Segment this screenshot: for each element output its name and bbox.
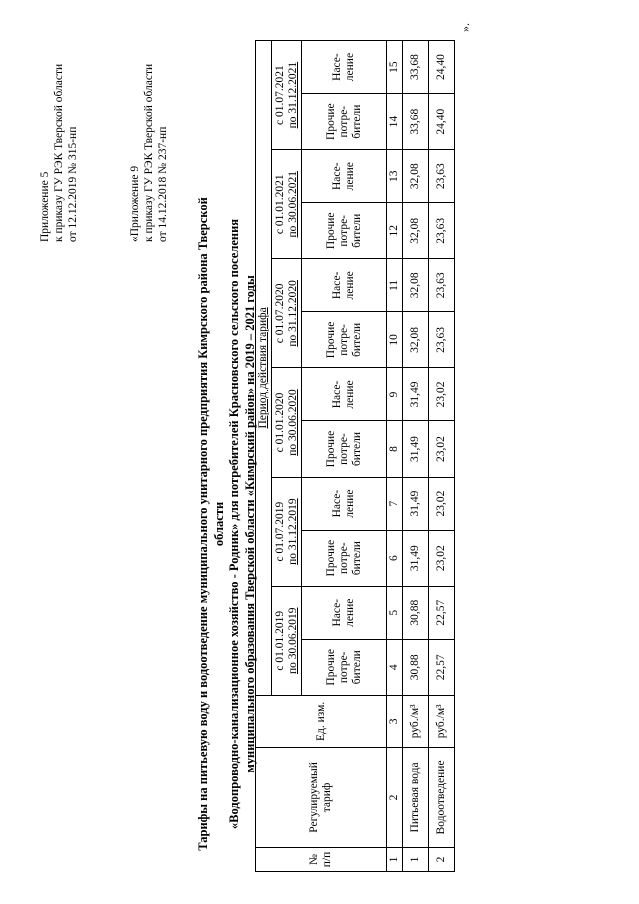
tariff-value: 22,57 [429, 639, 455, 695]
header-population: Насе-ление [302, 477, 387, 530]
table-row [403, 41, 429, 872]
column-number: 3 [387, 695, 403, 747]
tariff-value: 31,49 [403, 477, 429, 530]
header-other-consumers: Прочие потре-бители [302, 421, 387, 477]
tariff-value: 32,08 [403, 259, 429, 312]
unit-cell: руб./м³ [429, 695, 455, 747]
header-population: Насе-ление [302, 586, 387, 639]
tariff-value: 33,68 [403, 94, 429, 150]
column-number: 13 [387, 150, 403, 203]
closing-quote: ». [458, 23, 472, 32]
row-number: 1 [403, 847, 429, 871]
tariff-value: 23,02 [429, 368, 455, 421]
period-header [272, 259, 302, 368]
appendix-header-old [128, 12, 170, 242]
period-from: с 01.07.2021 [273, 65, 286, 125]
period-from: с 01.01.2021 [273, 174, 286, 235]
column-number: 10 [387, 312, 403, 368]
tariff-value: 24,40 [429, 94, 455, 150]
period-header [272, 150, 302, 259]
tariff-value: 23,63 [429, 150, 455, 203]
tariff-value: 23,63 [429, 312, 455, 368]
appendix-header-line: от 12.12.2019 № 315-нп [67, 126, 79, 242]
header-other-consumers: Прочие потре-бители [302, 312, 387, 368]
period-from: с 01.01.2019 [273, 610, 286, 671]
tariff-value: 23,02 [429, 421, 455, 477]
column-number: 6 [387, 530, 403, 586]
period-to: по 30.06.2019 [286, 607, 299, 675]
tariff-value: 22,57 [429, 586, 455, 639]
period-to: по 31.12.2019 [286, 498, 299, 565]
period-to: по 30.06.2020 [286, 389, 299, 456]
header-tariff: Регулируемый тариф [256, 747, 387, 847]
appendix-header-line: к приказу ГУ РЭК Тверской области [53, 63, 65, 242]
column-number: 15 [387, 41, 403, 94]
header-other-consumers: Прочие потре-бители [302, 94, 387, 150]
column-number: 2 [387, 747, 403, 847]
tariff-value: 32,08 [403, 312, 429, 368]
column-number: 14 [387, 94, 403, 150]
unit-cell: руб./м³ [403, 695, 429, 747]
tariff-value: 31,49 [403, 530, 429, 586]
period-header [272, 586, 302, 695]
period-header [272, 368, 302, 477]
tariff-value: 30,88 [403, 639, 429, 695]
period-header [272, 41, 302, 150]
column-number: 8 [387, 421, 403, 477]
column-number: 4 [387, 639, 403, 695]
row-number: 2 [429, 847, 455, 871]
column-number: 5 [387, 586, 403, 639]
tariff-table [255, 40, 455, 872]
table-row [429, 41, 455, 872]
column-number: 9 [387, 368, 403, 421]
period-to: по 30.06.2021 [286, 170, 299, 238]
tariff-value: 24,40 [429, 41, 455, 94]
tariff-value: 30,88 [403, 586, 429, 639]
period-to: по 31.12.2021 [286, 61, 299, 129]
tariff-value: 32,08 [403, 203, 429, 259]
header-period: Период действия тарифа [256, 41, 272, 696]
tariff-value: 23,63 [429, 259, 455, 312]
header-population: Насе-ление [302, 41, 387, 94]
header-population: Насе-ление [302, 150, 387, 203]
title-line: «Водопроводно-канализационное хозяйство - Родник» для потребителей Красновского сельского поселения [227, 218, 241, 830]
period-from: с 01.07.2019 [273, 501, 286, 562]
header-population: Насе-ление [302, 368, 387, 421]
tariff-value: 23,63 [429, 203, 455, 259]
column-number: 12 [387, 203, 403, 259]
tariff-value: 31,49 [403, 368, 429, 421]
column-number: 7 [387, 477, 403, 530]
column-number: 11 [387, 259, 403, 312]
document-title [196, 174, 258, 874]
header-unit: Ед. изм. [256, 695, 387, 747]
appendix-header-line: к приказу ГУ РЭК Тверской области [143, 63, 155, 242]
header-other-consumers: Прочие потре-бители [302, 530, 387, 586]
column-number: 1 [387, 847, 403, 871]
header-population: Насе-ление [302, 259, 387, 312]
header-other-consumers: Прочие потре-бители [302, 203, 387, 259]
header-num: № п/п [256, 847, 387, 871]
appendix-header-line: «Приложение 9 [129, 165, 141, 242]
appendix-header-new [38, 12, 80, 242]
tariff-value: 33,68 [403, 41, 429, 94]
header-other-consumers: Прочие потре-бители [302, 639, 387, 695]
tariff-value: 32,08 [403, 150, 429, 203]
appendix-header-line: от 14.12.2018 № 237-нп [157, 126, 169, 242]
tariff-name: Водоотведение [429, 747, 455, 847]
title-line: муниципального образования Тверской области «Кимрский район» на 2019 – 2021 годы [242, 275, 257, 773]
title-line: Тарифы на питьевую воду и водоотведение муниципального унитарного предприятия Кимрского района Тверской области [196, 197, 226, 851]
period-to: по 31.12.2020 [286, 280, 299, 347]
tariff-name: Питьевая вода [403, 747, 429, 847]
tariff-value: 23,02 [429, 477, 455, 530]
period-header [272, 477, 302, 586]
tariff-value: 23,02 [429, 530, 455, 586]
appendix-header-line: Приложение 5 [39, 171, 51, 242]
tariff-value: 31,49 [403, 421, 429, 477]
period-from: с 01.01.2020 [273, 392, 286, 453]
period-from: с 01.07.2020 [273, 283, 286, 344]
